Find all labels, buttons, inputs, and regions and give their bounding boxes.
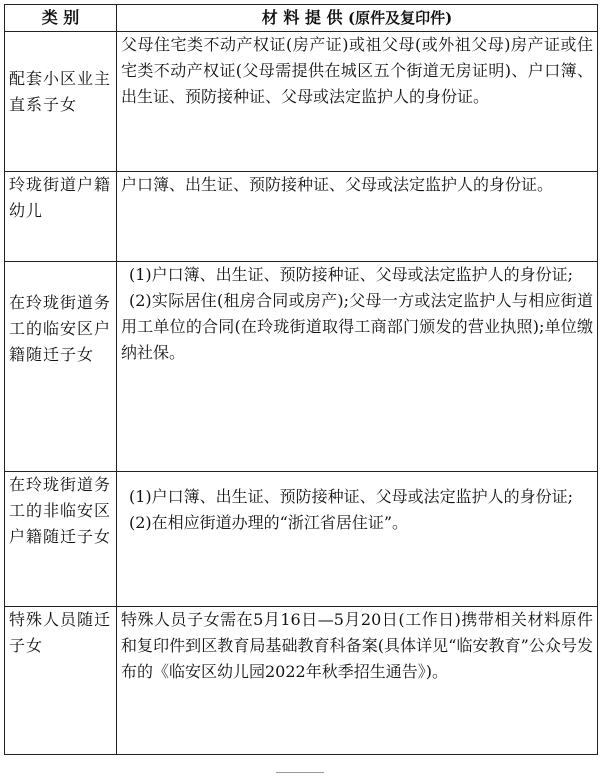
materials-paragraph: 户口簿、出生证、预防接种证、父母或法定监护人的身份证。 xyxy=(121,175,554,194)
table-row xyxy=(5,172,598,262)
table-row xyxy=(5,607,598,755)
materials-paragraph: (1)户口簿、出生证、预防接种证、父母或法定监护人的身份证; xyxy=(129,487,574,506)
materials-paragraph: 父母住宅类不动产权证(房产证)或祖父母(或外祖父母)房产证或住宅类不动产权证(父母需提供在城区五个街道无房证明)、户口簿、出生证、预防接种证、父母或法定监护人的身份证。 xyxy=(121,35,593,106)
materials-paragraph: (2)在相应街道办理的“浙江省居住证”。 xyxy=(129,513,409,532)
row-materials xyxy=(117,262,598,472)
row-category: 特殊人员随迁子女 xyxy=(5,607,117,755)
table-row xyxy=(5,262,598,472)
table-row xyxy=(5,32,598,172)
row-materials xyxy=(117,172,598,262)
row-category: 配套小区业主直系子女 xyxy=(5,32,117,172)
materials-paragraph: 特殊人员子女需在5月16日—5月20日(工作日)携带相关材料原件和复印件到区教育局基础教育科备案(具体详见“临安教育”公众号发布的《临安区幼儿园2022年秋季招生通告》)。 xyxy=(121,610,593,681)
table-header-row xyxy=(5,5,598,32)
row-materials xyxy=(117,607,598,755)
header-materials-label: 材 料 提 供 xyxy=(261,8,343,27)
row-category: 在玲珑街道务工的非临安区户籍随迁子女 xyxy=(5,472,117,607)
row-category: 在玲珑街道务工的临安区户籍随迁子女 xyxy=(5,262,117,472)
header-materials-note: (原件及复印件) xyxy=(348,9,453,27)
page-edge-mark xyxy=(276,772,324,776)
header-materials xyxy=(117,5,598,32)
row-category: 玲珑街道户籍幼儿 xyxy=(5,172,117,262)
row-materials xyxy=(117,32,598,172)
materials-table xyxy=(4,4,598,755)
materials-paragraph: (2)实际居住(租房合同或房产);父母一方或法定监护人与相应街道用工单位的合同(在玲珑街道取得工商部门颁发的营业执照);单位缴纳社保。 xyxy=(121,291,593,362)
table-row xyxy=(5,472,598,607)
header-category: 类 别 xyxy=(5,5,117,32)
row-materials xyxy=(117,472,598,607)
materials-paragraph: (1)户口簿、出生证、预防接种证、父母或法定监护人的身份证; xyxy=(129,265,574,284)
